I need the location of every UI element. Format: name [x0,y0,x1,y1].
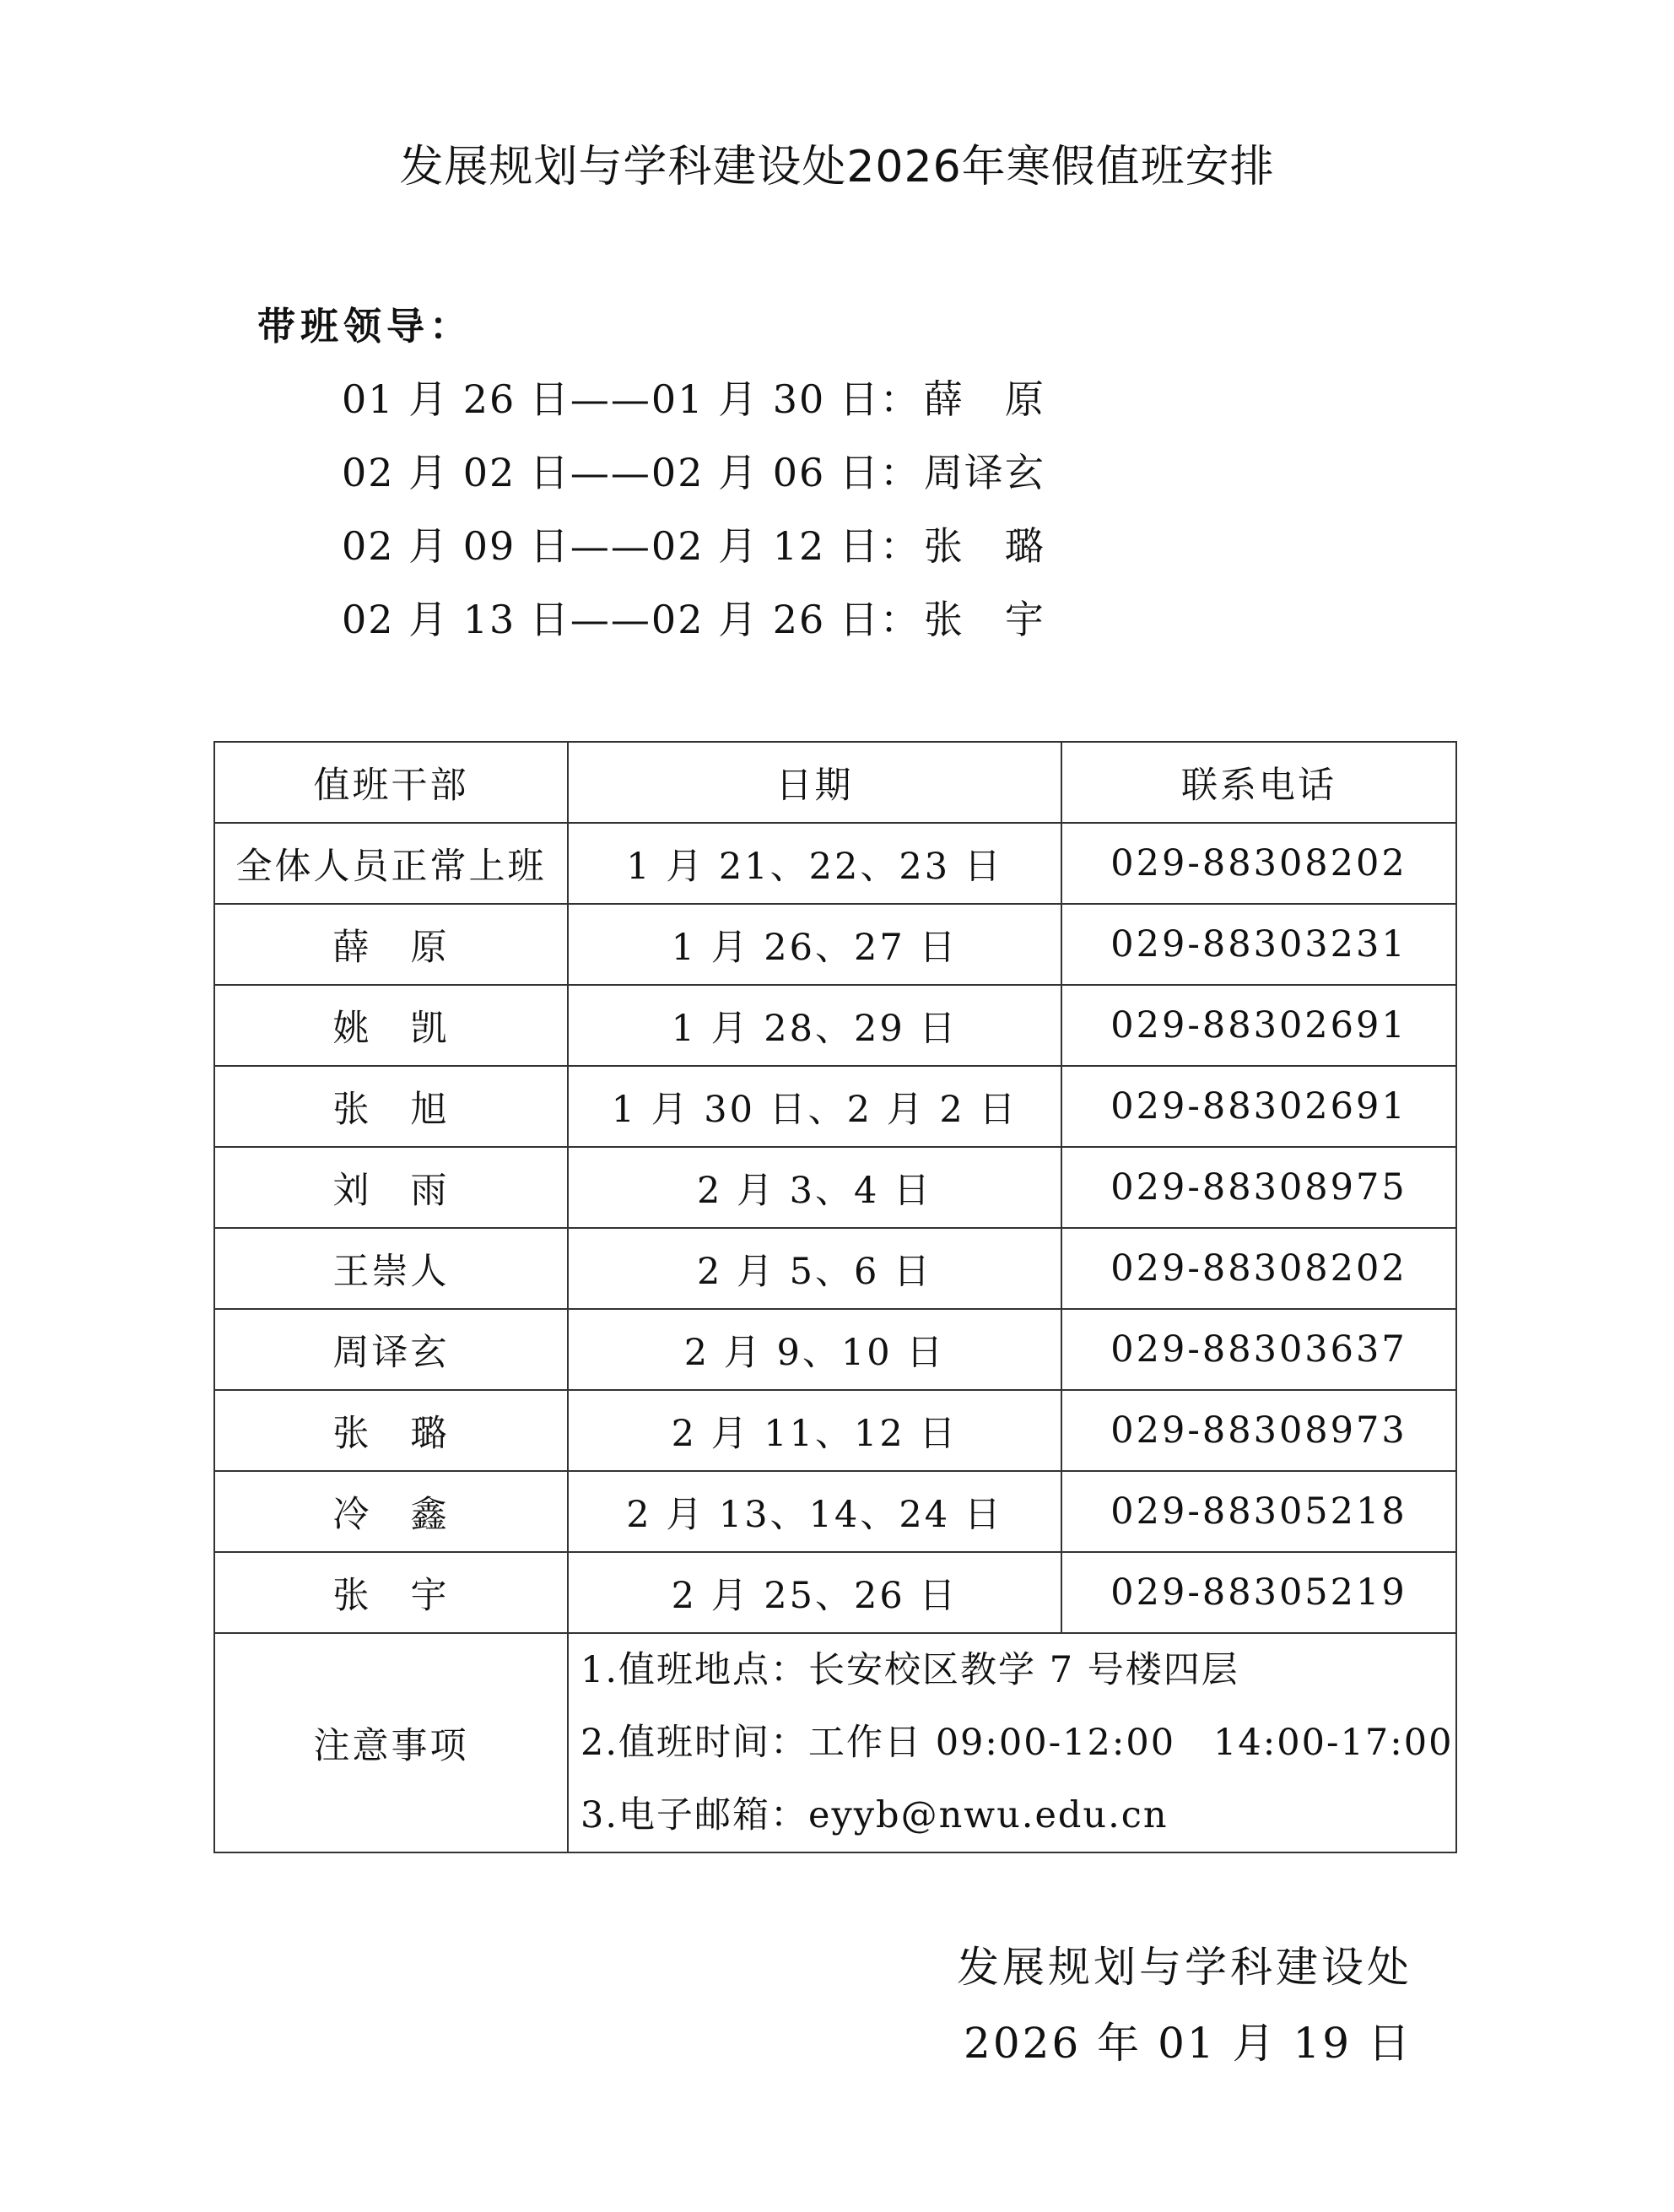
table-row [214,1390,1456,1471]
date-cell: 2 月 9、10 日 [568,1309,1061,1390]
date-cell: 2 月 3、4 日 [568,1147,1061,1228]
cadre-cell: 张 宇 [214,1552,568,1633]
cadre-cell: 全体人员正常上班 [214,823,568,904]
leader-list [342,370,1045,663]
table-row [214,1471,1456,1552]
date-cell: 2 月 25、26 日 [568,1552,1061,1633]
date-cell: 1 月 30 日、2 月 2 日 [568,1066,1061,1147]
phone-cell: 029-88308202 [1061,1228,1456,1309]
cadre-cell: 姚 凯 [214,985,568,1066]
table-header-row [214,742,1456,823]
cadre-cell: 张 璐 [214,1390,568,1471]
note-hours: 2.值班时间：工作日 09:00-12:00 14:00-17:00 [580,1722,1454,1764]
notes-cell [568,1633,1456,1852]
cadre-cell: 周译玄 [214,1309,568,1390]
table-row [214,1309,1456,1390]
phone-cell: 029-88303637 [1061,1309,1456,1390]
notes-label: 注意事项 [214,1633,568,1852]
footer-organization: 发展规划与学科建设处 [957,1943,1412,1992]
cadre-cell: 薛 原 [214,904,568,985]
cadre-cell: 刘 雨 [214,1147,568,1228]
duty-table [213,741,1457,1853]
leader-name: 周译玄 [923,450,1045,495]
date-cell: 2 月 13、14、24 日 [568,1471,1061,1552]
table-row [214,1066,1456,1147]
phone-cell: 029-88308202 [1061,823,1456,904]
phone-cell: 029-88302691 [1061,985,1456,1066]
leader-item [342,370,1045,443]
leader-date-range: 02 月 13 日——02 月 26 日： [342,597,921,642]
notes-row [214,1633,1456,1852]
note-location: 1.值班地点：长安校区教学 7 号楼四层 [580,1649,1239,1691]
phone-cell: 029-88303231 [1061,904,1456,985]
leader-date-range: 02 月 09 日——02 月 12 日： [342,523,921,569]
table-row [214,1147,1456,1228]
leader-item [342,516,1045,590]
table-row [214,1552,1456,1633]
table-row [214,904,1456,985]
phone-cell: 029-88308975 [1061,1147,1456,1228]
date-cell: 2 月 5、6 日 [568,1228,1061,1309]
table-row [214,823,1456,904]
leader-date-range: 01 月 26 日——01 月 30 日： [342,376,921,422]
cadre-cell: 张 旭 [214,1066,568,1147]
leader-item [342,590,1045,663]
leader-name: 薛 原 [923,376,1045,422]
date-cell: 1 月 28、29 日 [568,985,1061,1066]
header-cadre: 值班干部 [214,742,568,823]
phone-cell: 029-88305219 [1061,1552,1456,1633]
cadre-cell: 冷 鑫 [214,1471,568,1552]
date-cell: 2 月 11、12 日 [568,1390,1061,1471]
footer-date: 2026 年 01 月 19 日 [964,2019,1412,2068]
leader-name: 张 璐 [923,523,1045,569]
leader-name: 张 宇 [923,597,1045,642]
table-row [214,1228,1456,1309]
cadre-cell: 王崇人 [214,1228,568,1309]
phone-cell: 029-88308973 [1061,1390,1456,1471]
leader-heading: 带班领导： [257,304,473,349]
table-row [214,985,1456,1066]
date-cell: 1 月 21、22、23 日 [568,823,1061,904]
date-cell: 1 月 26、27 日 [568,904,1061,985]
leader-item [342,443,1045,516]
header-phone: 联系电话 [1061,742,1456,823]
header-date: 日期 [568,742,1061,823]
leader-date-range: 02 月 02 日——02 月 06 日： [342,450,921,495]
phone-cell: 029-88302691 [1061,1066,1456,1147]
phone-cell: 029-88305218 [1061,1471,1456,1552]
page-title: 发展规划与学科建设处2026年寒假值班安排 [399,142,1275,192]
note-email: 3.电子邮箱：eyyb@nwu.edu.cn [580,1794,1169,1836]
